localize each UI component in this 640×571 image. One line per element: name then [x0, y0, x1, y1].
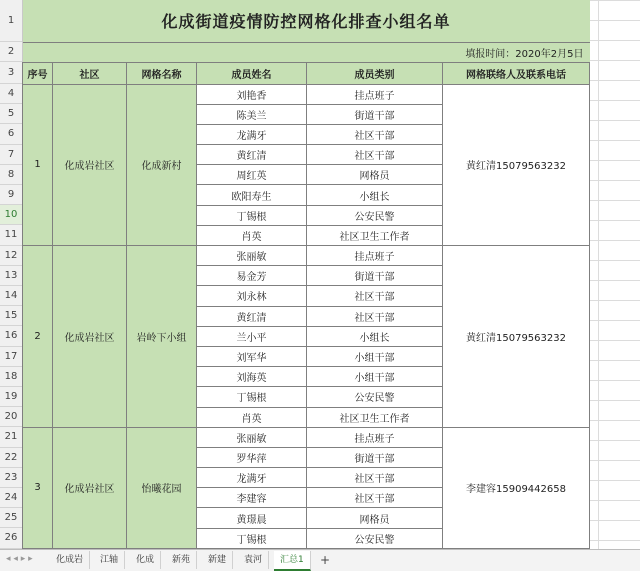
header-contact[interactable]: 网格联络人及联系电话	[443, 62, 590, 84]
member-name-cell[interactable]: 李建容	[197, 488, 307, 508]
member-name-cell[interactable]: 陈美兰	[197, 104, 307, 124]
grid-name-cell[interactable]: 怡曦花园	[127, 427, 197, 548]
row-number[interactable]: 14	[0, 286, 22, 306]
row-number[interactable]: 26	[0, 528, 22, 548]
member-type-cell[interactable]: 挂点班子	[307, 246, 443, 266]
member-name-cell[interactable]: 丁锡根	[197, 387, 307, 407]
member-name-cell[interactable]: 易金芳	[197, 266, 307, 286]
member-name-cell[interactable]: 龙满牙	[197, 124, 307, 144]
member-name-cell[interactable]: 刘军华	[197, 346, 307, 366]
group-number[interactable]: 3	[23, 427, 53, 548]
contact-cell[interactable]: 李建容15909442658	[443, 427, 590, 548]
member-type-cell[interactable]: 公安民警	[307, 528, 443, 548]
row-number[interactable]: 6	[0, 124, 22, 144]
member-type-cell[interactable]: 社区卫生工作者	[307, 407, 443, 427]
row-number[interactable]: 7	[0, 145, 22, 165]
sheet-tab[interactable]: 化成岩	[50, 551, 90, 569]
member-type-cell[interactable]: 小组干部	[307, 346, 443, 366]
member-name-cell[interactable]: 龙满牙	[197, 468, 307, 488]
member-type-cell[interactable]: 社区干部	[307, 468, 443, 488]
member-type-cell[interactable]: 小组长	[307, 185, 443, 205]
tab-nav-arrows[interactable]: ◂ ◂ ▸ ▸	[6, 554, 33, 564]
row-number[interactable]: 13	[0, 266, 22, 286]
sheet-tab[interactable]: 江轴	[94, 551, 125, 569]
contact-cell[interactable]: 黄红清15079563232	[443, 84, 590, 246]
header-no[interactable]: 序号	[23, 62, 53, 84]
member-name-cell[interactable]: 黄璟晨	[197, 508, 307, 528]
member-name-cell[interactable]: 丁锡根	[197, 528, 307, 548]
member-name-cell[interactable]: 张丽敏	[197, 246, 307, 266]
member-type-cell[interactable]: 社区干部	[307, 488, 443, 508]
member-name-cell[interactable]: 刘永林	[197, 286, 307, 306]
row-number[interactable]: 20	[0, 407, 22, 427]
row-number[interactable]: 22	[0, 448, 22, 468]
row-number[interactable]: 18	[0, 367, 22, 387]
row-number[interactable]: 15	[0, 306, 22, 326]
table-row	[23, 246, 590, 266]
member-name-cell[interactable]: 黄红清	[197, 306, 307, 326]
row-header	[0, 0, 23, 549]
row-number[interactable]: 11	[0, 225, 22, 245]
roster-table	[22, 0, 590, 549]
member-name-cell[interactable]: 黄红清	[197, 145, 307, 165]
member-type-cell[interactable]: 公安民警	[307, 387, 443, 407]
row-number[interactable]: 16	[0, 326, 22, 346]
row-number[interactable]: 25	[0, 508, 22, 528]
member-type-cell[interactable]: 社区卫生工作者	[307, 225, 443, 245]
member-type-cell[interactable]: 小组干部	[307, 367, 443, 387]
sheet-tab[interactable]: 袁河	[238, 551, 269, 569]
contact-cell[interactable]: 黄红清15079563232	[443, 246, 590, 428]
row-number[interactable]: 10	[0, 205, 22, 225]
member-type-cell[interactable]: 社区干部	[307, 124, 443, 144]
member-name-cell[interactable]: 刘艳香	[197, 84, 307, 104]
member-name-cell[interactable]: 张丽敏	[197, 427, 307, 447]
member-type-cell[interactable]: 挂点班子	[307, 427, 443, 447]
sheet-tab-bar	[0, 549, 640, 571]
row-number[interactable]: 3	[0, 62, 22, 84]
member-type-cell[interactable]: 网格员	[307, 508, 443, 528]
header-row	[23, 62, 590, 84]
group-number[interactable]: 1	[23, 84, 53, 246]
grid-name-cell[interactable]: 化成新村	[127, 84, 197, 246]
community-cell[interactable]: 化成岩社区	[53, 84, 127, 246]
row-number[interactable]: 9	[0, 185, 22, 205]
row-number[interactable]: 12	[0, 246, 22, 266]
sheet-title[interactable]: 化成街道疫情防控网格化排查小组名单	[23, 0, 590, 42]
row-number[interactable]: 5	[0, 104, 22, 124]
community-cell[interactable]: 化成岩社区	[53, 246, 127, 428]
group-number[interactable]: 2	[23, 246, 53, 428]
member-type-cell[interactable]: 街道干部	[307, 104, 443, 124]
sheet-tab[interactable]: 汇总1	[274, 551, 311, 571]
table-row	[23, 84, 590, 104]
row-number[interactable]: 17	[0, 347, 22, 367]
grid-name-cell[interactable]: 岩岭下小组	[127, 246, 197, 428]
row-number[interactable]: 19	[0, 387, 22, 407]
member-type-cell[interactable]: 网格员	[307, 165, 443, 185]
sheet-tab[interactable]: 化成	[130, 551, 161, 569]
row-number[interactable]: 23	[0, 468, 22, 488]
member-type-cell[interactable]: 社区干部	[307, 286, 443, 306]
sheet-tab[interactable]: 新苑	[166, 551, 197, 569]
member-name-cell[interactable]: 丁锡根	[197, 205, 307, 225]
member-type-cell[interactable]: 街道干部	[307, 447, 443, 467]
member-name-cell[interactable]: 罗华萍	[197, 447, 307, 467]
row-number[interactable]: 2	[0, 42, 22, 62]
member-name-cell[interactable]: 肖英	[197, 225, 307, 245]
row-number[interactable]: 1	[0, 0, 22, 42]
row-number[interactable]: 24	[0, 488, 22, 508]
member-name-cell[interactable]: 刘海英	[197, 367, 307, 387]
table-row	[23, 427, 590, 447]
header-grid-name[interactable]: 网格名称	[127, 62, 197, 84]
member-type-cell[interactable]: 社区干部	[307, 306, 443, 326]
member-name-cell[interactable]: 肖英	[197, 407, 307, 427]
member-type-cell[interactable]: 公安民警	[307, 205, 443, 225]
row-number[interactable]: 21	[0, 427, 22, 447]
add-sheet-button[interactable]: +	[320, 553, 331, 567]
report-date[interactable]: 填报时间：2020年2月5日	[23, 42, 590, 62]
row-number[interactable]: 8	[0, 165, 22, 185]
member-name-cell[interactable]: 兰小平	[197, 326, 307, 346]
header-community[interactable]: 社区	[53, 62, 127, 84]
header-member-name[interactable]: 成员姓名	[197, 62, 307, 84]
member-name-cell[interactable]: 欧阳寿生	[197, 185, 307, 205]
row-number[interactable]: 4	[0, 84, 22, 104]
member-type-cell[interactable]: 社区干部	[307, 145, 443, 165]
member-type-cell[interactable]: 街道干部	[307, 266, 443, 286]
header-member-type[interactable]: 成员类别	[307, 62, 443, 84]
member-type-cell[interactable]: 小组长	[307, 326, 443, 346]
sheet-tab[interactable]: 新建	[202, 551, 233, 569]
member-name-cell[interactable]: 周红英	[197, 165, 307, 185]
member-type-cell[interactable]: 挂点班子	[307, 84, 443, 104]
community-cell[interactable]: 化成岩社区	[53, 427, 127, 548]
